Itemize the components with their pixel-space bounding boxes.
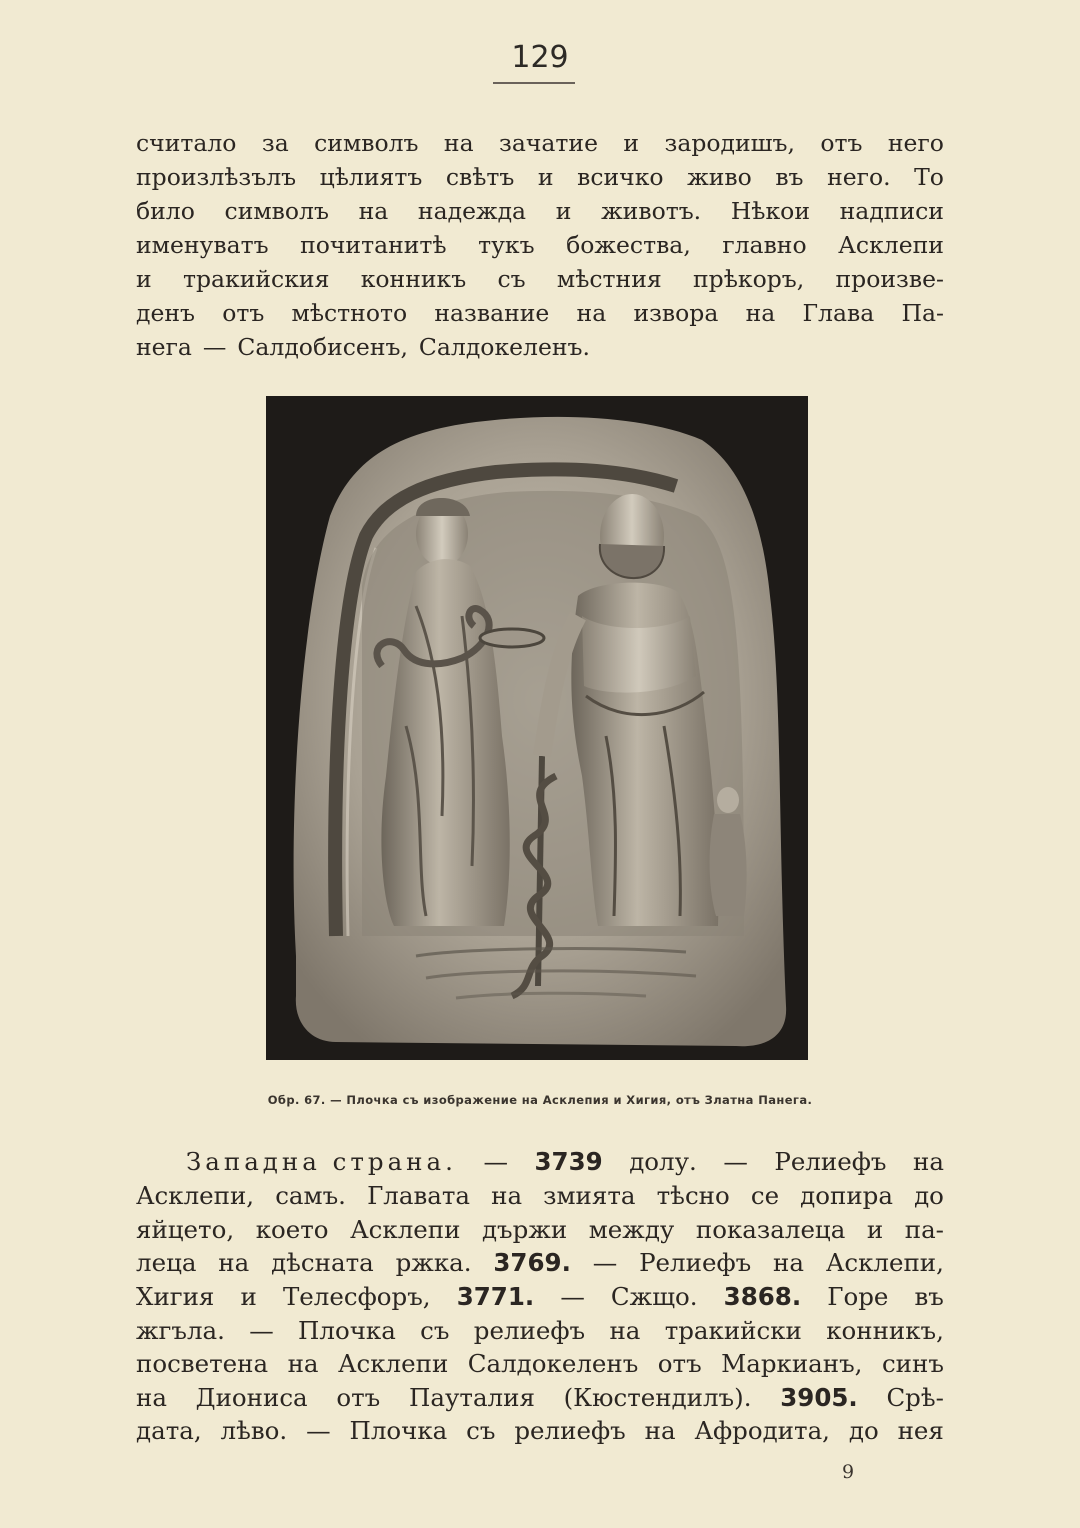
word: дата, [136, 1416, 202, 1445]
word: и [555, 197, 572, 225]
word: посветена [136, 1349, 269, 1378]
text-line [136, 262, 944, 296]
text-line [186, 1145, 944, 1178]
word: и [866, 1215, 884, 1244]
word: конникъ [360, 265, 467, 293]
word: отъ [222, 299, 265, 327]
word: долу. [629, 1147, 697, 1176]
word: Горе [827, 1282, 889, 1311]
word: Па- [901, 299, 944, 327]
word: — [483, 1147, 508, 1176]
word: дѣсната [271, 1248, 374, 1277]
word: Маркианъ, [721, 1349, 863, 1378]
relief-photo [266, 396, 808, 1060]
word: което [255, 1215, 329, 1244]
word: Хигия [136, 1282, 215, 1311]
catalog-number: 3769. [493, 1248, 571, 1277]
word: въ [914, 1282, 944, 1311]
word: на [644, 1416, 676, 1445]
figure-caption: Обр. 67. — Плочка съ изображение на Асклепия и Хигия, отъ Златна Панега. [267, 1093, 813, 1107]
text-line [136, 194, 944, 228]
word: на [358, 197, 389, 225]
catalog-number: 3905. [780, 1383, 858, 1412]
word: Диониса [195, 1383, 308, 1412]
word: — [592, 1248, 618, 1277]
word: тѣсно [656, 1181, 730, 1210]
text-line [136, 1314, 944, 1347]
catalog-number: 3868. [723, 1282, 802, 1311]
word: Нѣкои [730, 197, 810, 225]
word: произлѣзълъ [136, 163, 297, 191]
word: съ [420, 1316, 450, 1345]
word: Плочка [349, 1416, 448, 1445]
word: Салдокеленъ. [418, 333, 590, 361]
word: Плочка [298, 1316, 396, 1345]
text-line [136, 1213, 944, 1246]
word: отъ [657, 1349, 702, 1378]
word: Салдокеленъ [467, 1349, 639, 1378]
word: зародишъ, [664, 129, 795, 157]
text-line [136, 330, 944, 364]
word: мѣстния [556, 265, 662, 293]
word: държи [481, 1215, 568, 1244]
word: Срѣ- [886, 1383, 944, 1412]
word: конникъ, [826, 1316, 944, 1345]
text-line [136, 160, 944, 194]
word: тракийския [182, 265, 330, 293]
word: цѣлиятъ [319, 163, 423, 191]
word: ржка. [395, 1248, 472, 1277]
text-line [136, 1414, 944, 1447]
text-line [136, 296, 944, 330]
page-number-underline [493, 82, 575, 84]
word: нея [897, 1416, 944, 1445]
word: почитанитѣ [300, 231, 447, 259]
word: на [136, 1383, 167, 1412]
word: въ [775, 163, 804, 191]
word: отъ [820, 129, 863, 157]
word: на [218, 1248, 250, 1277]
word: тукъ [478, 231, 535, 259]
word: самъ. [275, 1181, 346, 1210]
word: Асклепи [838, 231, 944, 259]
word: произве- [835, 265, 944, 293]
word: него [887, 129, 944, 157]
word: яйцето, [136, 1215, 235, 1244]
word: — [306, 1416, 331, 1445]
word: допира [800, 1181, 893, 1210]
text-line [136, 1280, 944, 1313]
word: надежда [417, 197, 527, 225]
word: Западна страна. [186, 1147, 457, 1176]
word: жгъла. [136, 1316, 225, 1345]
word: именуватъ [136, 231, 269, 259]
word: главно [722, 231, 807, 259]
word: и [537, 163, 554, 191]
word: символъ [314, 129, 419, 157]
word: нега [136, 333, 192, 361]
word: на [773, 1248, 804, 1277]
word: считало [136, 129, 237, 157]
word: до [848, 1416, 879, 1445]
word: мѣстното [291, 299, 408, 327]
word: живо [687, 163, 752, 191]
word: божества, [566, 231, 691, 259]
word: отъ [336, 1383, 381, 1412]
word: Салдобисенъ, [237, 333, 408, 361]
word: на [609, 1316, 641, 1345]
text-line [136, 1179, 944, 1212]
word: название [434, 299, 550, 327]
word: релиефъ [473, 1316, 586, 1345]
word: То [914, 163, 944, 191]
word: съ [466, 1416, 496, 1445]
word: синъ [881, 1349, 944, 1378]
word: и [240, 1282, 257, 1311]
word: Асклепи [350, 1215, 461, 1244]
signature-mark: 9 [842, 1461, 855, 1483]
word: Пауталия [409, 1383, 535, 1412]
word: — [202, 333, 227, 361]
word: за [261, 129, 289, 157]
word: съ [497, 265, 526, 293]
word: между [588, 1215, 675, 1244]
word: показалеца [695, 1215, 846, 1244]
word: тракийски [664, 1316, 802, 1345]
word: на [913, 1147, 944, 1176]
word: зачатие [499, 129, 598, 157]
word: надписи [839, 197, 944, 225]
word: символъ [224, 197, 329, 225]
word: Релиефъ [774, 1147, 887, 1176]
word: животъ. [601, 197, 702, 225]
catalog-number: 3739 [534, 1147, 603, 1176]
word: леца [136, 1248, 197, 1277]
word: Сжщо. [610, 1282, 698, 1311]
word: Асклепи [337, 1349, 449, 1378]
word: Главата [367, 1181, 471, 1210]
word: свѣтъ [445, 163, 515, 191]
word: на [491, 1181, 523, 1210]
word: на [287, 1349, 319, 1378]
word: Телесфоръ, [282, 1282, 431, 1311]
word: него. [827, 163, 891, 191]
word: на [745, 299, 776, 327]
word: извора [633, 299, 719, 327]
word: прѣкоръ, [693, 265, 805, 293]
word: било [136, 197, 195, 225]
word: се [750, 1181, 780, 1210]
word: до [914, 1181, 944, 1210]
word: змията [543, 1181, 636, 1210]
word: на [576, 299, 607, 327]
word: всичко [577, 163, 664, 191]
relief-figure [266, 396, 808, 1060]
word: Афродита, [694, 1416, 830, 1445]
text-line [136, 1381, 944, 1414]
word: Асклепи, [136, 1181, 255, 1210]
text-line [136, 1246, 944, 1279]
text-line [136, 228, 944, 262]
word: и [136, 265, 152, 293]
word: и [623, 129, 640, 157]
word: (Кюстендилъ). [563, 1383, 752, 1412]
word: Асклепи, [825, 1248, 944, 1277]
text-line [136, 126, 944, 160]
word: денъ [136, 299, 195, 327]
catalog-number: 3771. [456, 1282, 535, 1311]
word: — [723, 1147, 748, 1176]
page-number: 129 [511, 40, 569, 75]
word: Релиефъ [639, 1248, 752, 1277]
word: — [560, 1282, 585, 1311]
word: на [443, 129, 474, 157]
text-line [136, 1347, 944, 1380]
word: па- [904, 1215, 944, 1244]
word: — [249, 1316, 274, 1345]
word: Глава [802, 299, 875, 327]
word: лѣво. [220, 1416, 288, 1445]
word: релиефъ [514, 1416, 626, 1445]
